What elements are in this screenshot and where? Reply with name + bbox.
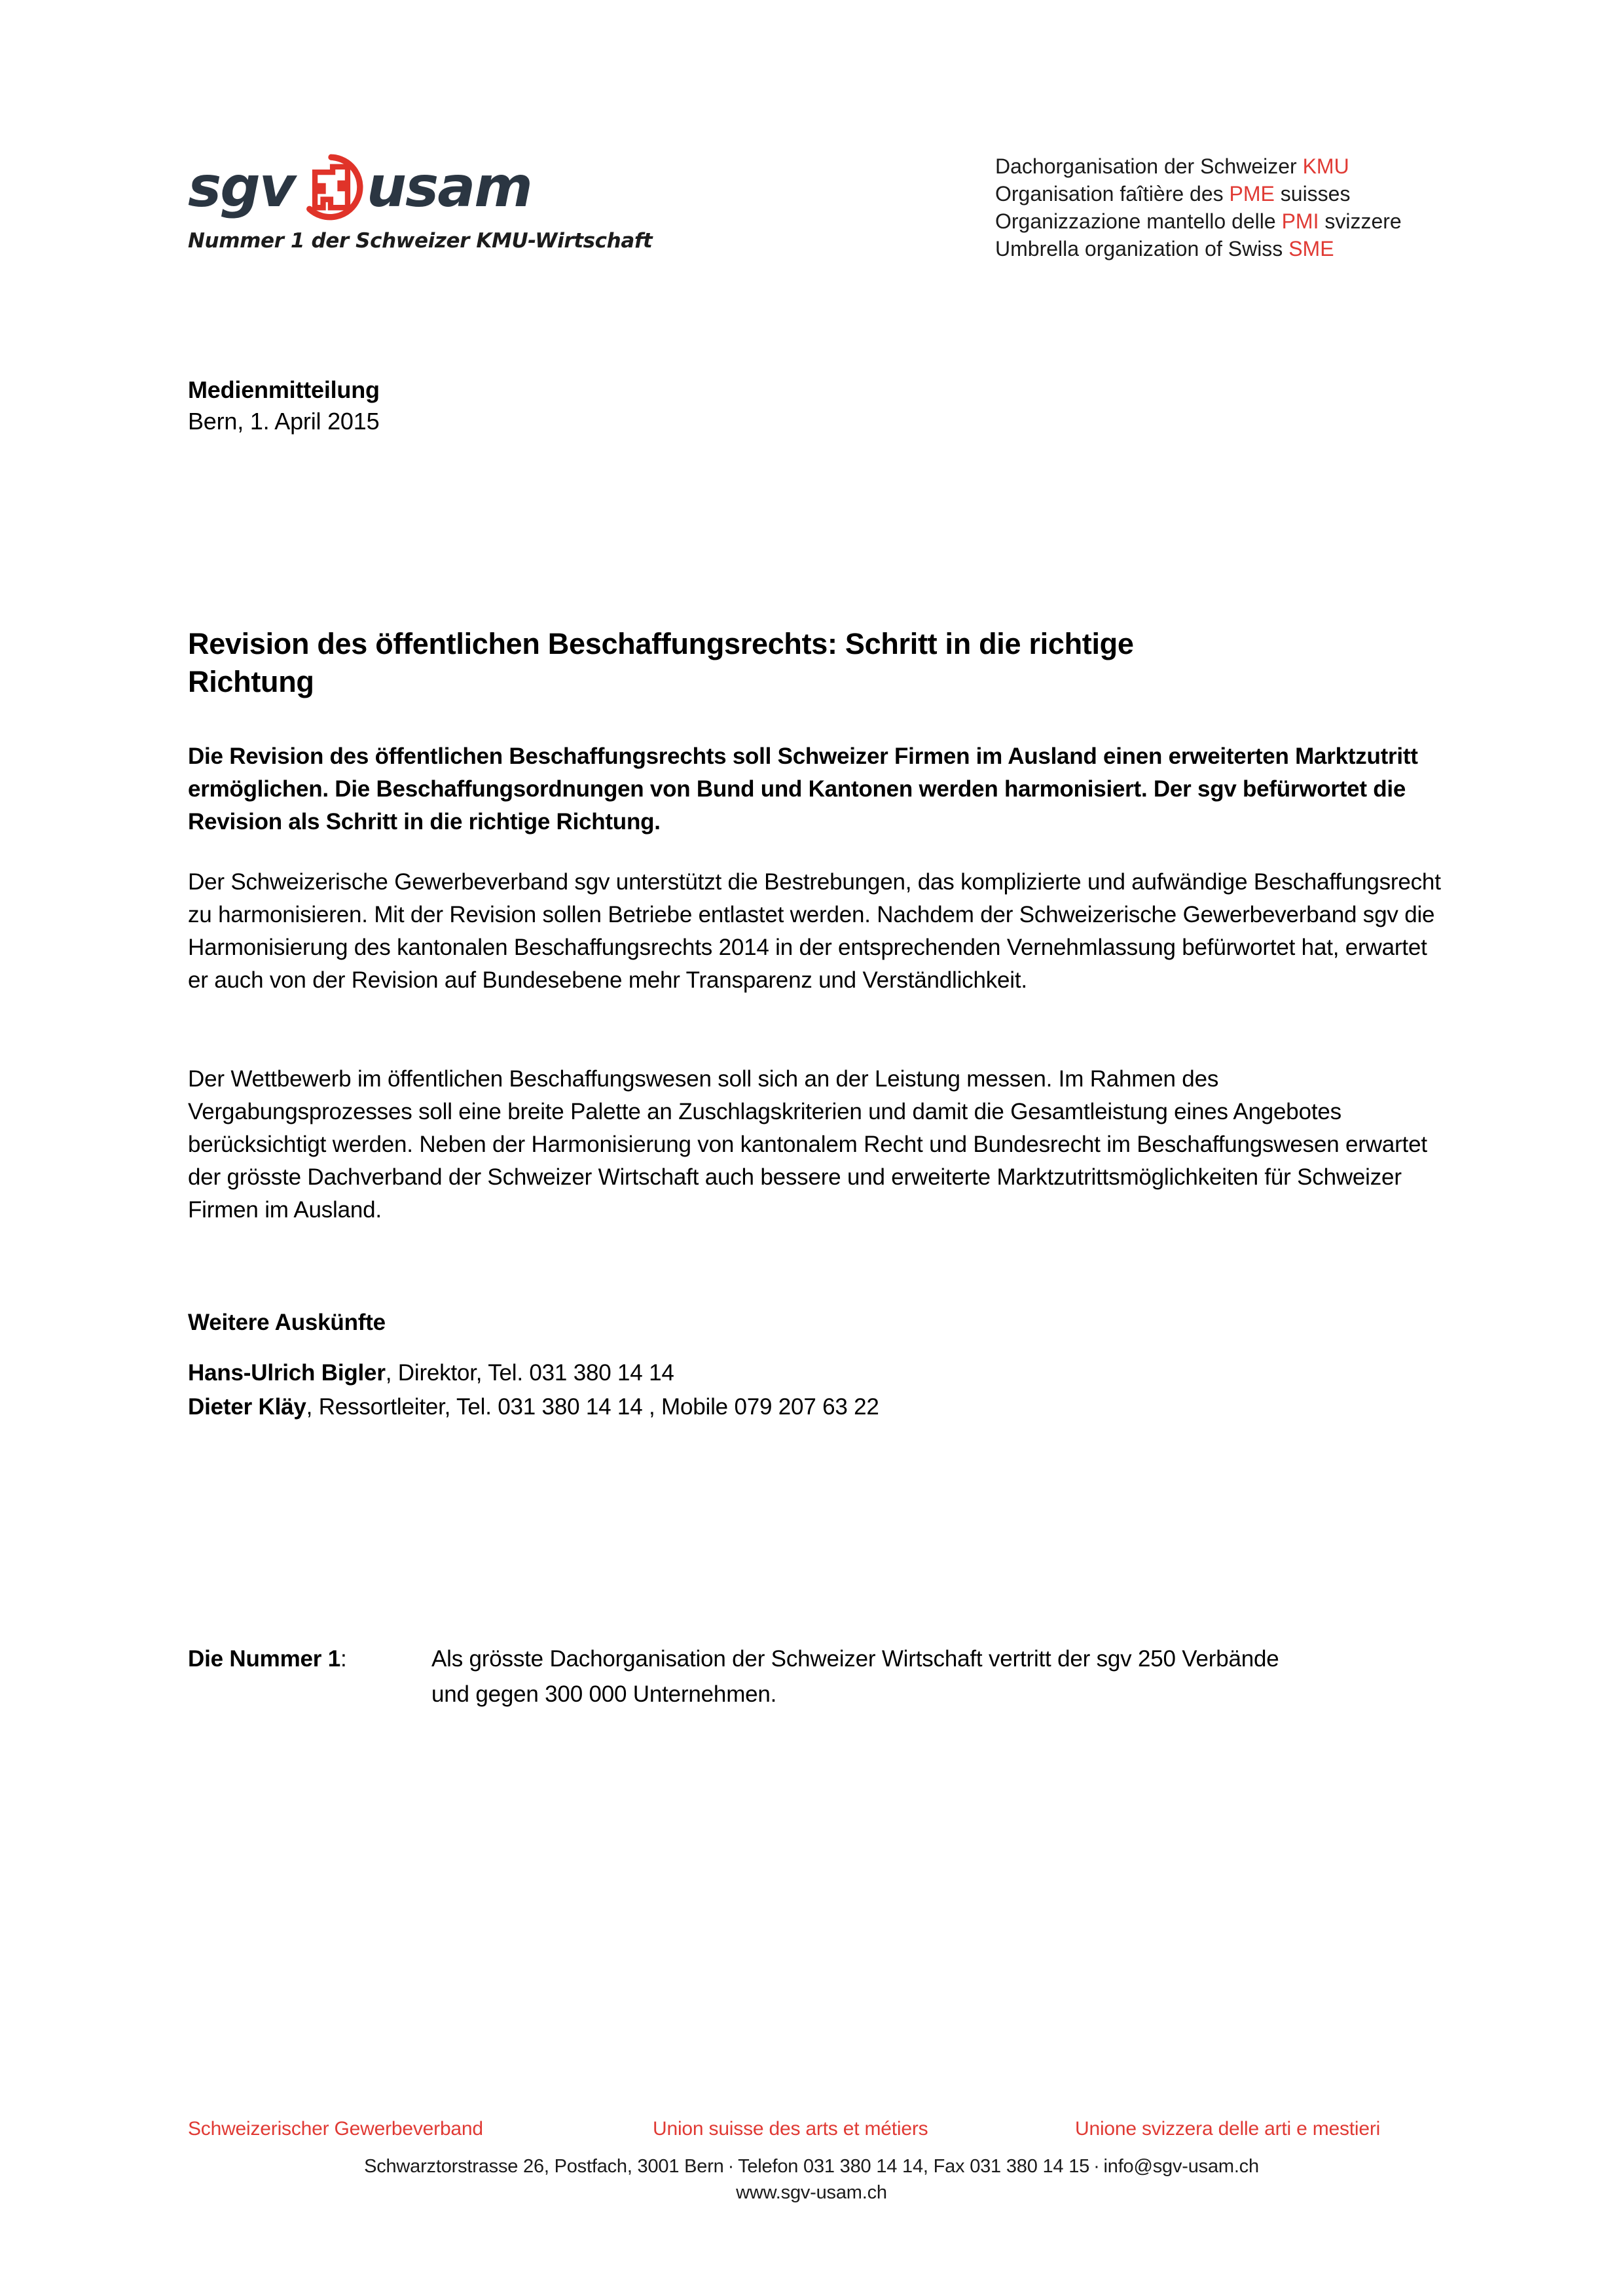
contact-name: Dieter Kläy [188,1394,306,1420]
logo-text-sgv: sgv [188,154,295,220]
lang-de-prefix: Dachorganisation der Schweizer [995,154,1303,178]
page-title: Revision des öffentlichen Beschaffungsrechts: Schritt in die richtige Richtung [188,627,1134,699]
footer-contact-details [0,2153,1623,2206]
nummer-eins-block [188,1641,1301,1712]
footer-org-fr: Union suisse des arts et métiers [653,2118,928,2140]
footer-address-line [0,2153,1623,2179]
body-paragraph-1: Der Schweizerische Gewerbeverband sgv unterstützt die Bestrebungen, das komplizierte und aufwändige Beschaffungsrecht zu harmonisieren. Mit der Revision sollen Betriebe entlastet werden. Nachdem der Schweizerische Gewerbeverband sgv die Harmonisierung des kantonalen Beschaffungsrechts 2014 in der entsprechenden Vernehmlassung befürwortet hat, erwartet er auch von der Revision auf Bundesebene mehr Transparenz und Verständlichkeit. [188,869,1441,993]
lang-de-accent: KMU [1302,154,1349,178]
footer-separator: · [727,2156,735,2177]
lead-paragraph: Die Revision des öffentlichen Beschaffungsrechts soll Schweizer Firmen im Ausland einen erweiterten Marktzutritt ermöglichen. Die Beschaffungsordnungen von Bund und Kantonen werden harmonisiert. Der sgv befürwortet die Revision als Schritt in die richtige Richtung. [188,744,1418,834]
logo-tagline: Nummer 1 der Schweizer KMU-Wirtschaft [188,229,653,253]
footer-phone-fax: Telefon 031 380 14 14, Fax 031 380 14 15 [738,2156,1090,2177]
footer-website-line [0,2179,1623,2206]
header-language-line-en [995,235,1402,262]
contact-row [188,1356,1366,1390]
lang-fr-accent: PME [1229,182,1275,206]
header-language-line-it [995,207,1402,235]
page-header [0,0,1623,288]
body-paragraph-2: Der Wettbewerb im öffentlichen Beschaffungswesen soll sich an der Leistung messen. Im Rahmen des Vergabungsprozesses soll eine breite Palette an Zuschlagskriterien und damit die Gesamtleistung eines Angebotes berücksichtigt werden. Neben der Harmonisierung von kantonalem Recht und Bundesrecht im Beschaffungswesen erwartet der grösste Dachverband der Schweizer Wirtschaft auch bessere und erweiterte Marktzutrittsmöglichkeiten für Schweizer Firmen im Ausland. [188,1066,1427,1223]
contact-name: Hans-Ulrich Bigler [188,1360,386,1386]
logo-text-usam: usam [366,154,532,220]
header-language-line-de [995,152,1402,180]
nummer-eins-label [188,1641,431,1712]
nummer-eins-text: Als grösste Dachorganisation der Schweizer Wirtschaft vertritt der sgv 250 Verbände und gegen 300 000 Unternehmen. [431,1646,1279,1707]
footer-organization-names [188,2116,1435,2142]
sgv-usam-emblem-icon [297,153,365,221]
document-place-date: Bern, 1. April 2015 [188,408,380,435]
footer-org-it: Unione svizzera delle arti e mestieri [1075,2118,1381,2140]
footer-org-de: Schweizerischer Gewerbeverband [188,2118,483,2140]
lang-en-prefix: Umbrella organization of Swiss [995,237,1289,260]
contacts-heading: Weitere Auskünfte [188,1310,386,1335]
document-kind: Medienmitteilung [188,376,380,403]
lang-fr-prefix: Organisation faîtière des [995,182,1230,206]
organization-logo [188,152,653,253]
header-language-lines [995,152,1402,262]
lang-it-prefix: Organizzazione mantello delle [995,209,1282,233]
footer-separator: · [1093,2156,1100,2177]
contact-details: , Ressortleiter, Tel. 031 380 14 14 , Mobile 079 207 63 22 [306,1394,879,1420]
lang-en-accent: SME [1288,237,1334,260]
footer-email[interactable]: info@sgv-usam.ch [1103,2156,1259,2177]
footer-website[interactable]: www.sgv-usam.ch [736,2182,887,2203]
nummer-eins-label-text: Die Nummer 1 [188,1646,340,1672]
nummer-eins-colon: : [340,1646,347,1672]
lang-it-suffix: svizzere [1319,209,1402,233]
lang-fr-suffix: suisses [1274,182,1351,206]
lang-it-accent: PMI [1281,209,1319,233]
logo-wordmark [188,152,555,223]
contacts-list [188,1356,1366,1424]
contact-row [188,1390,1366,1424]
page-footer [0,2080,1623,2296]
contact-details: , Direktor, Tel. 031 380 14 14 [385,1360,674,1386]
header-language-line-fr [995,180,1402,207]
footer-street-address: Schwarztorstrasse 26, Postfach, 3001 Bern [364,2156,724,2177]
document-meta [188,374,1435,437]
